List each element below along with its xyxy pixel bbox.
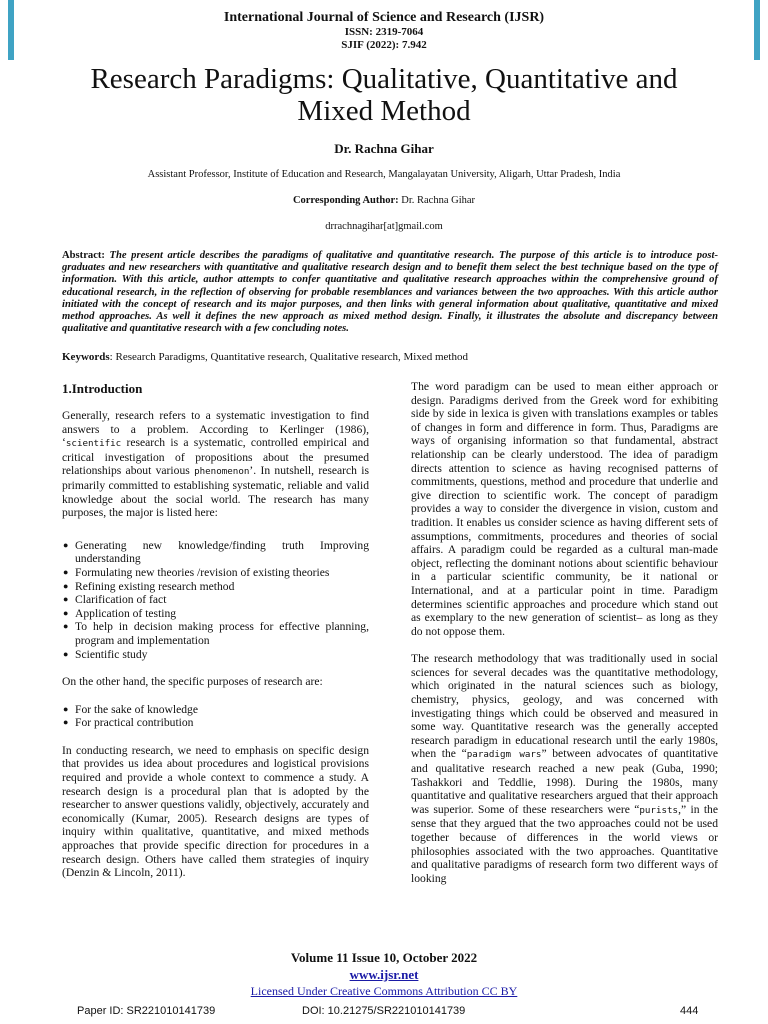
intro-paragraph-2: On the other hand, the specific purposes of research are: (62, 675, 323, 689)
website-link[interactable]: www.ijsr.net (349, 967, 419, 982)
paper-id: Paper ID: SR221010141739 (77, 1005, 216, 1017)
paper-title (0, 63, 768, 127)
list-item: ● Application of testing (63, 606, 177, 620)
abstract-label: Abstract: (62, 250, 105, 261)
author-affiliation: Assistant Professor, Institute of Education and Research, Mangalayatan University, Aligarh, Uttar Pradesh, India (147, 169, 621, 180)
term-paradigm-wars: paradigm wars (466, 749, 542, 761)
abstract (62, 250, 718, 335)
page-number: 444 (680, 1005, 699, 1017)
author-name: Dr. Rachna Gihar (334, 141, 434, 156)
corresponding-author (0, 195, 768, 206)
paradigm-paragraph-1: The word paradigm can be used to mean either approach or design. Paradigms derived from the Greek word for exhibiting side by side in lexica is given with translations examples or tables of changes in form and difference in form. Thus, Paradigms are ways of organising information so that fundamental, abstract relationship can be clearly understood. The idea of paradigm directs attention to science as having recognised patterns of commitments, questions, method and procedure that underlie and give direction to scientific work. The concept of paradigm provides a way to consider the divergence in vision, custom and tradition. It enables us consider science as having different sets of assumptions, commitments, procedures and theories of social affairs. A paradigm could be regarded as a cultural man-made object, reflecting the dominant notions about scientific behaviour in a particular scientific community, be it national or International, and at a particular point in time. Paradigm determines scientific approaches and procedure which stand out as exemplary to the new generation of scientist– as long as they do not oppose them. (411, 380, 718, 638)
list-item: ● Refining existing research method (63, 579, 235, 593)
list-item: ● For the sake of knowledge (63, 702, 198, 716)
keywords-text: : Research Paradigms, Quantitative research, Qualitative research, Mixed method (109, 351, 468, 363)
intro-paragraph-3: In conducting research, we need to emphasis on specific design that provides us idea about procedures and logistical provisions required and provide a whole context to commence a study. A research design is a procedural plan that is adopted by the researcher to answer questions validly, objectively, accurately and economically (Kumar, 2005). Research designs are types of inquiry within qualitative, quantitative, and mixed methods approaches that provide specific direction for procedures in a research design. Others have called them strategies of inquiry (Denzin & Lincoln, 2011). (62, 743, 369, 880)
list-item: ● Clarification of fact (63, 593, 167, 607)
keywords-label: Keywords (62, 351, 110, 363)
footer-license (0, 984, 768, 999)
footer-website (0, 967, 768, 983)
footer-volume: Volume 11 Issue 10, October 2022 (290, 950, 478, 965)
section-heading: 1.Introduction (62, 381, 143, 396)
journal-issn: ISSN: 2319-7064 (344, 26, 424, 38)
journal-name: International Journal of Science and Research (IJSR) (223, 10, 545, 25)
list-item: ● Scientific study (63, 647, 148, 661)
corresponding-label: Corresponding Author: (292, 195, 399, 206)
term-purists: purists (639, 804, 679, 816)
license-link[interactable]: Licensed Under Creative Commons Attribution CC BY (250, 984, 518, 998)
corresponding-name: Dr. Rachna Gihar (398, 195, 476, 206)
paper-title-line1: Research Paradigms: Qualitative, Quantitative and (90, 63, 678, 95)
intro-paragraph-1: Generally, research refers to a systematic investigation to find answers to a problem. According to Kerlinger (1986), ‘scientific research is a systematic, controlled empirical and critical investigation of propositions about the presumed relationships about various phenomenon’. In nutshell, research is primarily committed to establishing systematic, reliable and valid knowledge about the social world. The research has many purposes, the major is listed here: (62, 409, 369, 520)
left-column (62, 381, 369, 880)
doi: DOI: 10.21275/SR221010141739 (302, 1005, 466, 1017)
keywords (62, 351, 718, 363)
list-item: ● Formulating new theories /revision of existing theories (63, 565, 330, 579)
paradigm-paragraph-2: The research methodology that was traditionally used in social sciences for several decades was the quantitative methodology, which originated in the natural sciences such as biology, chemistry, physics, geology, and was concerned with investigating things which could be observed and measured in some way. Quantitative research was the generally accepted research paradigm in educational research until the early 1980s, when the “paradigm wars” between advocates of quantitative and qualitative research reached a new peak (Guba, 1990; Tashakkori and Teddlie, 1998). During the 1980s, many quantitative and qualitative researchers argued that their approach was superior. Some of these researchers were “purists,” in the sense that they argued that the two approaches could not be used together because of differences in the world views or philosophies associated with the two approaches. Quantitative and qualitative paradigms of research form two different ways of looking (411, 652, 718, 885)
term-scientific: scientific (65, 438, 122, 450)
specific-purposes-list (62, 703, 369, 730)
abstract-text: The present article describes the paradigms of qualitative and quantitative research. The purpose of this article is to introduce post-graduates and new researchers with quantitative and qualitative research design and to benefit them select the best technique based on the type of information. With this article, author attempts to confer quantitative and qualitative research approaches within the comprehensive ground of educational research, in the reflection of observing for probable resemblances and variances between the two approaches. With this article author initiated with the concept of research and its major purposes, and then links with general information about qualitative, quantitative and mixed method approaches. As well it defines the new approach as mixed method design. Finally, it illustrates the absolute and discrepancy between qualitative and quantitative research with a few concluding notes. (62, 250, 718, 335)
right-column (411, 380, 718, 885)
list-item: ● For practical contribution (63, 716, 194, 730)
paper-title-line2: Mixed Method (297, 95, 471, 127)
term-phenomenon: phenomenon (194, 466, 250, 478)
research-purposes-list (62, 539, 369, 661)
journal-sjif: SJIF (2022): 7.942 (341, 39, 427, 51)
author-email: drrachnagihar[at]gmail.com (325, 221, 443, 232)
list-item: ● Generating new knowledge/finding truth Improving understanding (63, 538, 369, 566)
list-item: ● To help in decision making process for effective planning, program and implementation (63, 620, 369, 647)
